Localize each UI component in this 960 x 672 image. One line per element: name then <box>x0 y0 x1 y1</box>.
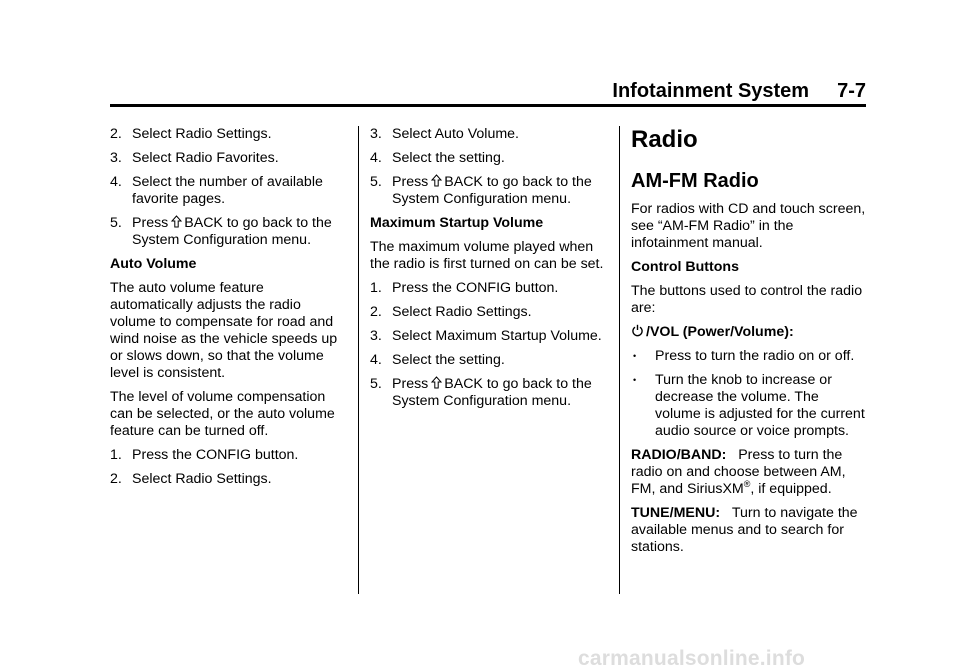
step-number: 2. <box>110 126 122 142</box>
back-arrow-icon <box>431 376 442 389</box>
list-item <box>370 126 610 143</box>
paragraph: The maximum volume played when the radio is first turned on can be set. <box>370 239 604 272</box>
section-heading: Auto Volume <box>110 256 197 272</box>
list-item <box>110 215 350 249</box>
column-1 <box>110 126 350 495</box>
paragraph: The level of volume compensation can be selected, or the auto volume feature can be turned off. <box>110 389 335 439</box>
step-number: 2. <box>370 304 382 320</box>
list-item <box>370 174 610 208</box>
bullet-item <box>631 372 866 440</box>
step-text: Select Radio Settings. <box>132 126 272 142</box>
list-item <box>110 447 350 464</box>
step-number: 5. <box>370 376 382 392</box>
paragraph <box>631 505 866 556</box>
list-item <box>110 174 350 208</box>
header-title: Infotainment System <box>612 80 810 102</box>
header-section-number: 7-7 <box>837 80 866 102</box>
paragraph: The buttons used to control the radio are: <box>631 283 863 316</box>
back-arrow-icon <box>171 215 182 228</box>
step-text: Select the number of available favorite pages. <box>132 174 323 207</box>
column-divider-left <box>358 126 359 594</box>
step-text-post: BACK to go back to the System Configuration menu. <box>132 215 332 248</box>
bullet-item <box>631 348 866 365</box>
tune-menu-text: Turn to navigate the available menus and to search for stations. <box>631 505 858 555</box>
list-item <box>370 352 610 369</box>
step-number: 3. <box>110 150 122 166</box>
step-number: 3. <box>370 328 382 344</box>
step-number: 2. <box>110 471 122 487</box>
bullet-dot: • <box>633 351 637 361</box>
section-title: Radio <box>631 126 698 153</box>
step-text <box>392 376 610 410</box>
section-heading: Maximum Startup Volume <box>370 215 544 231</box>
power-icon <box>631 324 644 337</box>
paragraph <box>631 447 866 498</box>
back-arrow-icon <box>431 174 442 187</box>
bullet-text: Press to turn the radio on or off. <box>655 348 855 364</box>
step-text: Select Radio Settings. <box>132 471 272 487</box>
step-text: Select the setting. <box>392 150 505 166</box>
step-text <box>132 215 350 249</box>
list-item <box>370 328 610 345</box>
step-number: 3. <box>370 126 382 142</box>
list-item <box>110 126 350 143</box>
subsection-title: AM-FM Radio <box>631 170 759 192</box>
registered-mark: ® <box>743 479 751 489</box>
column-2 <box>370 126 610 417</box>
radio-band-label: RADIO/BAND: <box>631 447 727 463</box>
bullet-text: Turn the knob to increase or decrease the volume. The volume is adjusted for the current audio source or voice prompts. <box>655 372 865 439</box>
section-heading: Control Buttons <box>631 259 739 275</box>
step-text: Select Maximum Startup Volume. <box>392 328 602 344</box>
column-3 <box>631 126 866 563</box>
list-item <box>370 304 610 321</box>
header-rule <box>110 104 866 107</box>
list-item <box>370 150 610 167</box>
step-text-post: BACK to go back to the System Configuration menu. <box>392 174 592 207</box>
step-text: Select Radio Favorites. <box>132 150 279 166</box>
step-text-pre: Press <box>132 215 169 231</box>
page-header <box>110 80 866 102</box>
power-volume-text: /VOL (Power/Volume): <box>646 324 794 340</box>
watermark: carmanualsonline.info <box>578 647 806 670</box>
step-text: Press the CONFIG button. <box>132 447 299 463</box>
list-item <box>110 471 350 488</box>
column-divider-right <box>619 126 620 594</box>
radio-band-text: Press to turn the radio on and choose between AM, FM, and SiriusXM <box>631 447 846 497</box>
step-text <box>392 174 610 208</box>
power-volume-label <box>631 324 866 341</box>
paragraph: For radios with CD and touch screen, see “AM-FM Radio” in the infotainment manual. <box>631 201 866 251</box>
paragraph: The auto volume feature automatically adjusts the radio volume to compensate for road and wind noise as the vehicle speeds up or slows down, so that the volume level is consistent. <box>110 280 338 381</box>
step-number: 1. <box>370 280 382 296</box>
step-number: 4. <box>110 174 122 190</box>
step-number: 5. <box>370 174 382 190</box>
step-number: 1. <box>110 447 122 463</box>
step-number: 5. <box>110 215 122 231</box>
step-text: Select the setting. <box>392 352 505 368</box>
step-text: Press the CONFIG button. <box>392 280 559 296</box>
step-text: Select Auto Volume. <box>392 126 519 142</box>
list-item <box>370 280 610 297</box>
radio-band-text-end: , if equipped. <box>750 481 832 497</box>
tune-menu-label: TUNE/MENU: <box>631 505 721 521</box>
step-text-pre: Press <box>392 174 429 190</box>
step-text-pre: Press <box>392 376 429 392</box>
step-number: 4. <box>370 352 382 368</box>
list-item <box>110 150 350 167</box>
list-item <box>370 376 610 410</box>
bullet-dot: • <box>633 375 637 385</box>
step-number: 4. <box>370 150 382 166</box>
step-text: Select Radio Settings. <box>392 304 532 320</box>
step-text-post: BACK to go back to the System Configuration menu. <box>392 376 592 409</box>
